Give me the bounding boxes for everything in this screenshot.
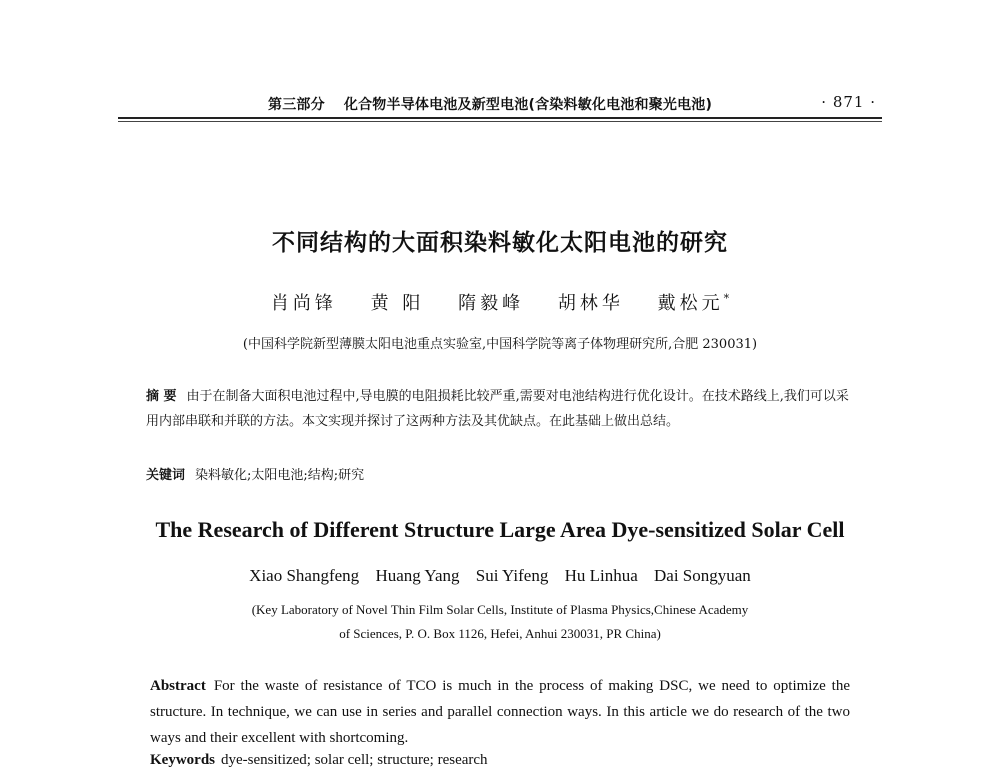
en-author: Dai Songyuan xyxy=(654,566,751,585)
cn-author: 胡林华 xyxy=(557,293,624,314)
chinese-abstract xyxy=(146,384,856,434)
en-affiliation-line: of Sciences, P. O. Box 1126, Hefei, Anhui 230031, PR China) xyxy=(339,626,661,641)
en-author: Hu Linhua xyxy=(564,566,638,585)
header-section-name: 化合物半导体电池及新型电池(含染料敏化电池和聚光电池) xyxy=(343,97,713,113)
en-keywords-label: Keywords xyxy=(150,752,215,768)
cn-author: 戴松元 xyxy=(657,293,724,314)
cn-keywords-text: 染料敏化;太阳电池;结构;研究 xyxy=(195,468,365,483)
page-number: · 871 · xyxy=(821,93,876,111)
running-header xyxy=(118,92,882,116)
english-authors xyxy=(0,566,1000,586)
en-affiliation-line: (Key Laboratory of Novel Thin Film Solar Cells, Institute of Plasma Physics,Chinese Academy xyxy=(251,602,749,617)
en-author: Huang Yang xyxy=(375,566,460,585)
cn-abstract-text: 由于在制备大面积电池过程中,导电膜的电阻损耗比较严重,需要对电池结构进行优化设计。在技术路线上,我们可以采用内部串联和并联的方法。本文实现并探讨了这两种方法及其优缺点。在此基础上做出总结。 xyxy=(146,389,849,429)
english-abstract xyxy=(150,673,850,751)
header-rule-thick xyxy=(118,117,882,119)
chinese-title: 不同结构的大面积染料敏化太阳电池的研究 xyxy=(272,230,728,256)
english-affiliation xyxy=(0,598,1000,646)
cn-keywords-label: 关键词 xyxy=(146,468,186,483)
en-keywords-text: dye-sensitized; solar cell; structure; research xyxy=(221,752,488,768)
chinese-affiliation: (中国科学院新型薄膜太阳电池重点实验室,中国科学院等离子体物理研究所,合肥 230031) xyxy=(242,337,758,352)
cn-author-corresponding xyxy=(658,293,730,314)
cn-author: 肖尚锋 xyxy=(270,293,337,314)
english-title: The Research of Different Structure Large Area Dye-sensitized Solar Cell xyxy=(155,517,845,542)
cn-author: 黄 阳 xyxy=(370,293,425,314)
en-abstract-label: Abstract xyxy=(150,678,206,694)
header-rule-thin xyxy=(118,121,882,122)
en-author: Xiao Shangfeng xyxy=(249,566,360,585)
chinese-authors xyxy=(0,289,1000,315)
en-abstract-text: For the waste of resistance of TCO is much in the process of making DSC, we need to optimize the structure. In technique, we can use in series and parallel connection ways. In this article we do research of the two ways and their excellent with shortcoming. xyxy=(150,678,850,746)
header-section-title xyxy=(268,94,712,114)
en-author: Sui Yifeng xyxy=(475,566,549,585)
english-keywords xyxy=(150,752,850,769)
cn-author: 隋毅峰 xyxy=(458,293,525,314)
chinese-keywords xyxy=(146,464,856,483)
corresponding-mark: * xyxy=(723,292,730,305)
cn-abstract-label: 摘 要 xyxy=(146,389,177,404)
header-part-label: 第三部分 xyxy=(268,97,325,113)
